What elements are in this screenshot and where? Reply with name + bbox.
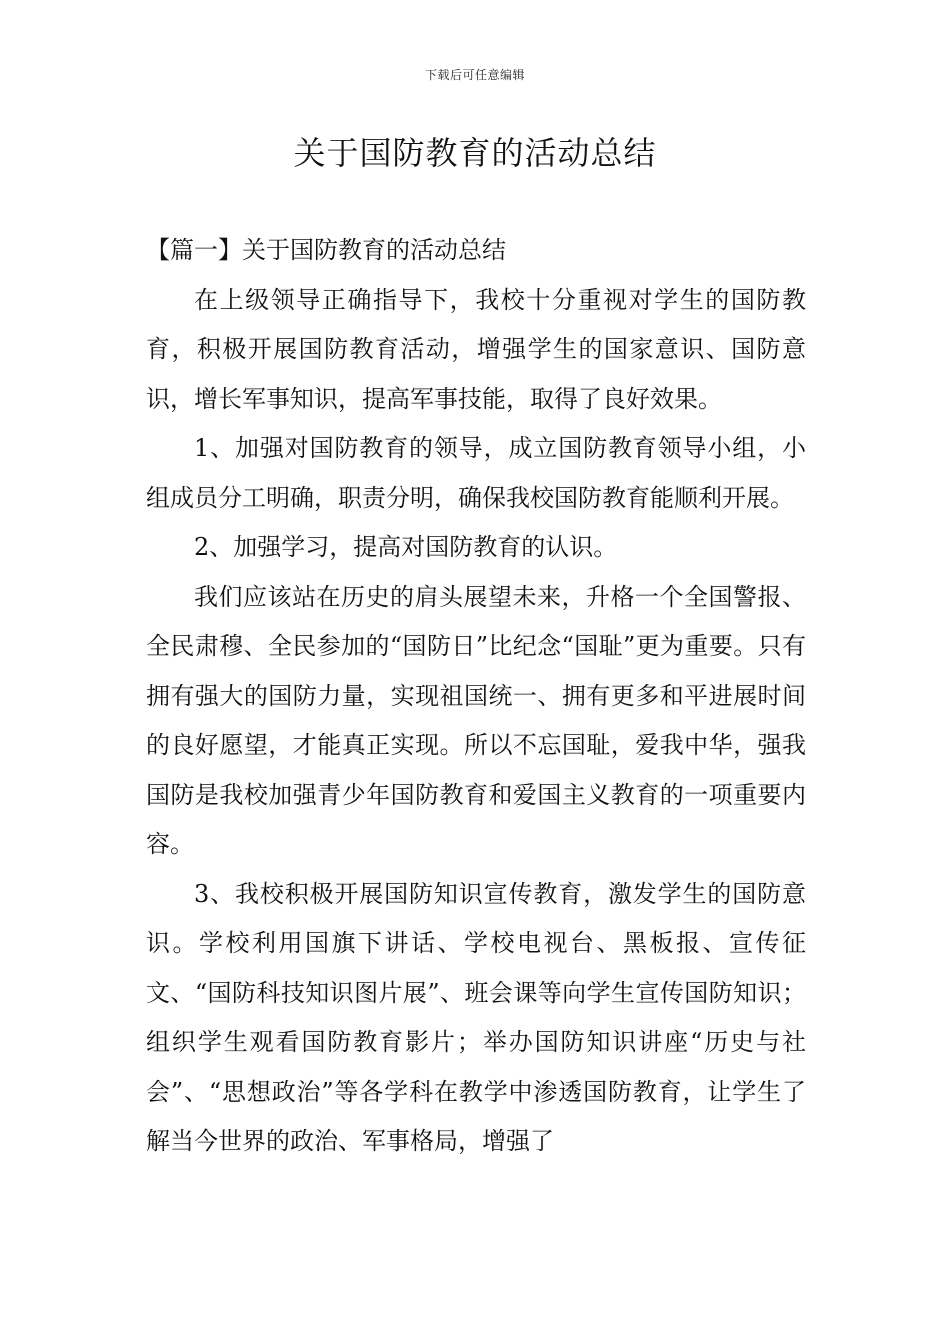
- paragraph-item-2: 2、加强学习，提高对国防教育的认识。: [194, 533, 618, 561]
- paragraph-item-3: 3、我校积极开展国防知识宣传教育，激发学生的国防意识。学校利用国旗下讲话、学校电视台、黑板报、宣传征文、“国防科技知识图片展”、班会课等向学生宣传国防知识；组织学生观看国防教育影片；举办国防知识讲座“历史与社会”、“思想政治”等各学科在教学中渗透国防教育，让学生了解当今世界的政治、军事格局，增强了: [146, 879, 806, 1155]
- paragraph-item-1: 1、加强对国防教育的领导，成立国防教育领导小组，小组成员分工明确，职责分明，确保我校国防教育能顺利开展。: [146, 434, 806, 512]
- header-note: 下载后可任意编辑: [424, 68, 525, 82]
- section-heading: 【篇一】关于国防教育的活动总结: [146, 236, 506, 264]
- document-title: 关于国防教育的活动总结: [293, 134, 657, 172]
- paragraph-intro: 在上级领导正确指导下，我校十分重视对学生的国防教育，积极开展国防教育活动，增强学生的国家意识、国防意识，增长军事知识，提高军事技能，取得了良好效果。: [146, 285, 806, 413]
- paragraph-history: 我们应该站在历史的肩头展望未来，升格一个全国警报、全民肃穆、全民参加的“国防日”比纪念“国耻”更为重要。只有拥有强大的国防力量，实现祖国统一、拥有更多和平进展时间的良好愿望，才能真正实现。所以不忘国耻，爱我中华，强我国防是我校加强青少年国防教育和爱国主义教育的一项重要内容。: [146, 582, 806, 858]
- document-body: [146, 226, 806, 1167]
